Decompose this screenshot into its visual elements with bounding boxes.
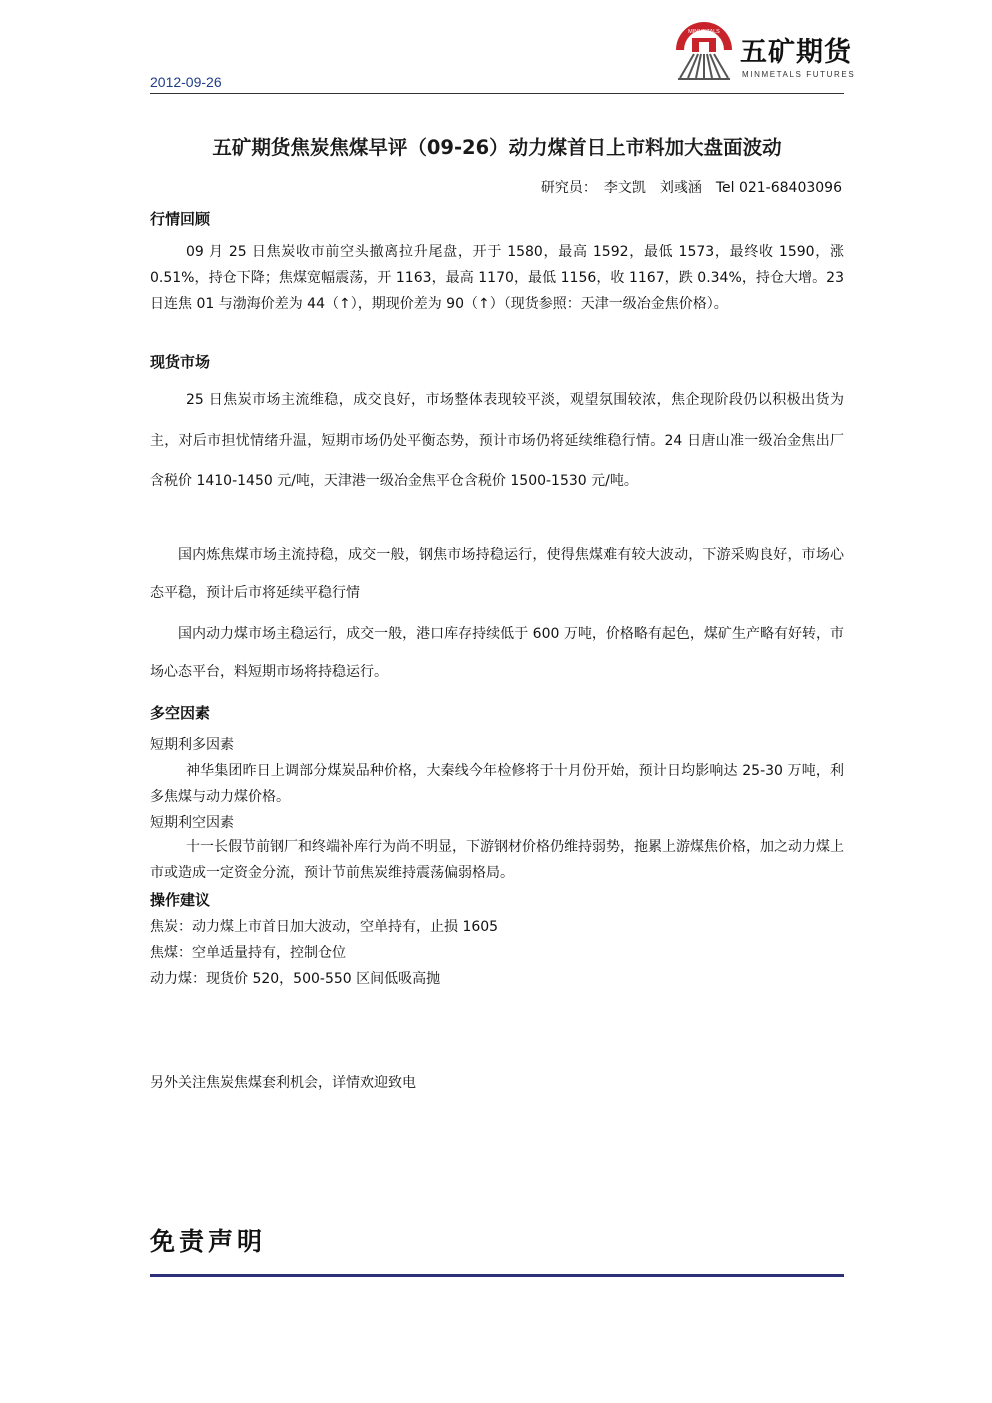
section-heading-spot: 现货市场 <box>150 353 211 371</box>
researcher-info: 研究员： 李文凯 刘彧涵 Tel 021-68403096 <box>540 180 842 196</box>
bearish-factors-label: 短期利空因素 <box>150 815 234 831</box>
advice-item-coking-coal: 焦煤：空单适量持有，控制仓位 <box>150 945 346 961</box>
disclaimer-heading: 免责声明 <box>150 1227 267 1256</box>
advice-item-thermal-coal: 动力煤：现货价 520，500-550 区间低吸高抛 <box>150 971 441 987</box>
section-heading-review: 行情回顾 <box>150 210 211 228</box>
section-heading-advice: 操作建议 <box>150 891 211 909</box>
bearish-factors-text: 十一长假节前钢厂和终端补库行为尚不明显，下游钢材价格仍维持弱势，拖累上游煤焦价格，加之动力煤上市或造成一定资金分流，预计节前焦炭维持震荡偏弱格局。 <box>150 839 844 881</box>
report-title: 五矿期货焦炭焦煤早评（09-26）动力煤首日上市料加大盘面波动 <box>212 136 782 159</box>
logo-chinese-name: 五矿期货 <box>740 37 852 68</box>
spot-paragraph-coking-coal: 国内炼焦煤市场主流持稳，成交一般，钢焦市场持稳运行，使得焦煤难有较大波动，下游采购良好，市场心态平稳，预计后市将延续平稳行情 <box>150 547 844 601</box>
footer-divider <box>150 1274 844 1277</box>
spot-paragraph-thermal-coal: 国内动力煤市场主稳运行，成交一般，港口库存持续低于 600 万吨，价格略有起色，煤矿生产略有好转，市场心态平台，料短期市场将持稳运行。 <box>150 626 844 680</box>
bullish-factors-text: 神华集团昨日上调部分煤炭品种价格，大秦线今年检修将于十月份开始，预计日均影响达 25-30 万吨，利多焦煤与动力煤价格。 <box>150 763 844 805</box>
logo-emblem-text: MINMETALS <box>688 29 720 35</box>
logo-english-name: MINMETALS FUTURES <box>742 70 856 79</box>
arbitrage-note: 另外关注焦炭焦煤套利机会，详情欢迎致电 <box>150 1075 416 1091</box>
section-heading-factors: 多空因素 <box>150 704 211 722</box>
minmetals-emblem-icon <box>672 18 736 82</box>
report-date: 2012-09-26 <box>150 74 222 90</box>
header-divider <box>150 93 844 94</box>
bullish-factors-label: 短期利多因素 <box>150 737 234 753</box>
spot-paragraph-coke: 25 日焦炭市场主流维稳，成交良好，市场整体表现较平淡，观望氛围较浓，焦企现阶段仍以积极出货为主，对后市担忧情绪升温，短期市场仍处平衡态势，预计市场仍将延续维稳行情。24 日唐山准一级冶金焦出厂含税价 1410-1450 元/吨，天津港一级冶金焦平仓含税价 1500-1530 元/吨。 <box>150 392 844 489</box>
advice-item-coke: 焦炭：动力煤上市首日加大波动，空单持有，止损 1605 <box>150 919 499 935</box>
review-paragraph: 09 月 25 日焦炭收市前空头撤离拉升尾盘，开于 1580，最高 1592，最低 1573，最终收 1590，涨 0.51%，持仓下降；焦煤宽幅震荡，开 1163，最高 1170，最低 1156，收 1167，跌 0.34%，持仓大增。23 日连焦 01 与渤海价差为 44（↑），期现价差为 90（↑）（现货参照：天津一级冶金焦价格）。 <box>150 244 844 312</box>
company-logo <box>672 18 858 84</box>
